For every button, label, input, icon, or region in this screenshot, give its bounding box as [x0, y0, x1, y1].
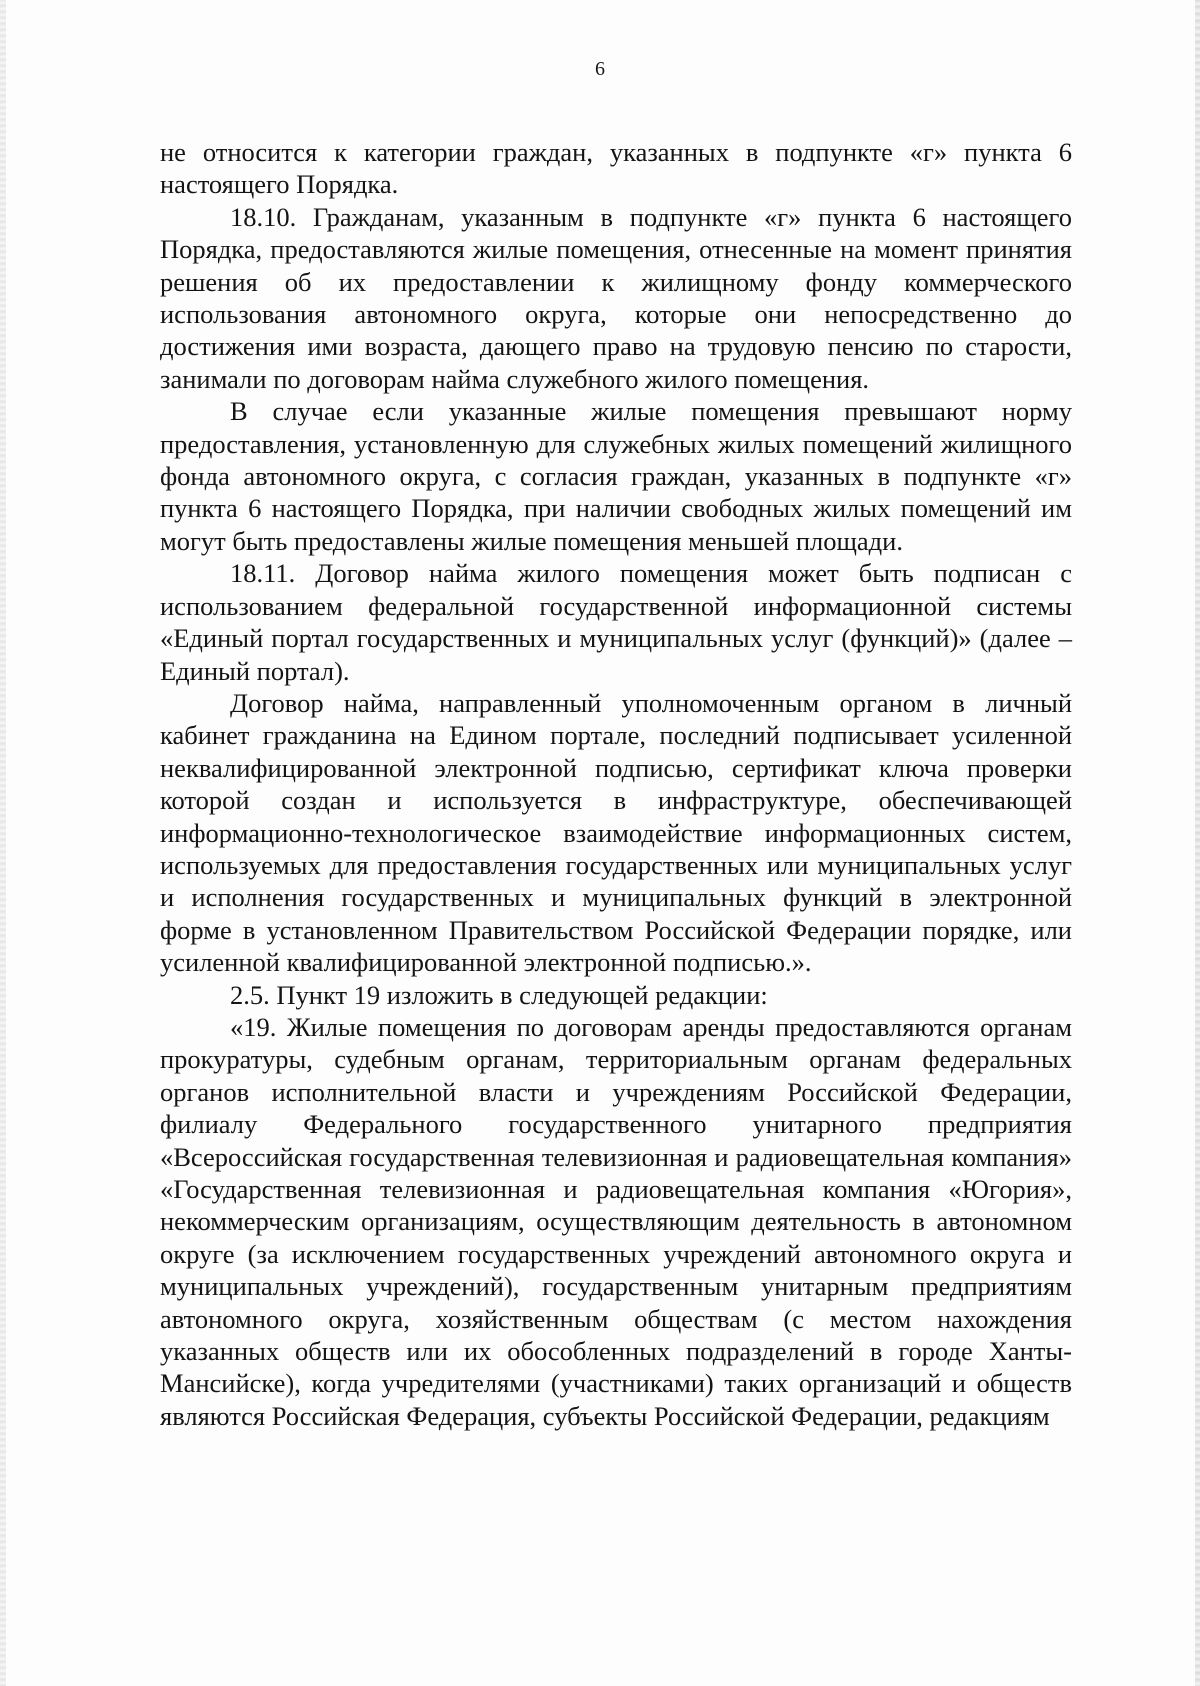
paragraph-continuation: не относится к категории граждан, указанных в подпункте «г» пункта 6 настоящего Порядка. — [160, 137, 1072, 200]
paragraph-norm-exceeded: В случае если указанные жилые помещения превышают норму предоставления, установленную для служебных жилых помещений жилищного фонда автономного округа, с согласия граждан, указанных в подпункте «г» пункта 6 настоящего Порядка, при наличии свободных жилых помещений им могут быть предоставлены жилые помещения меньшей площади. — [160, 396, 1072, 556]
scan-edge-left — [0, 0, 6, 1686]
paragraph-contract-signing: Договор найма, направленный уполномоченным органом в личный кабинет гражданина на Едином портале, последний подписывает усиленной неквалифицированной электронной подписью, сертификат ключа проверки которой создан и используется в инфраструктуре, обеспечивающей информационно-технологическое взаимодействие информационных систем, используемых для предоставления государственных или муниципальных услуг и исполнения государственных и муниципальных функций в электронной форме в установленном Правительством Российской Федерации порядке, или усиленной квалифицированной электронной подписью.». — [160, 687, 1072, 978]
document-body — [160, 136, 1072, 1432]
paragraph-2-5: 2.5. Пункт 19 изложить в следующей редакции: — [230, 979, 768, 1010]
paragraph-19: «19. Жилые помещения по договорам аренды предоставляются органам прокуратуры, судебным органам, территориальным органам федеральных органов исполнительной власти и учреждениям Российской Федерации, филиалу Федерального государственного унитарного предприятия «Всероссийская государственная телевизионная и радиовещательная компания» «Государственная телевизионная и радиовещательная компания «Югория», некоммерческим организациям, осуществляющим деятельность в автономном округе (за исключением государственных учреждений автономного округа и муниципальных учреждений), государственным унитарным предприятиям автономного округа, хозяйственным обществам (с местом нахождения указанных обществ или их обособленных подразделений в городе Ханты-Мансийске), когда учредителями (участниками) таких организаций и обществ являются Российская Федерация, субъекты Российской Федерации, редакциям — [160, 1011, 1072, 1431]
scan-edge-right — [1195, 0, 1200, 1686]
paragraph-18-10: 18.10. Гражданам, указанным в подпункте «г» пункта 6 настоящего Порядка, предоставляются жилые помещения, отнесенные на момент принятия решения об их предоставлении к жилищному фонду коммерческого использования автономного округа, которые они непосредственно до достижения ими возраста, дающего право на трудовую пенсию по старости, занимали по договорам найма служебного жилого помещения. — [160, 201, 1072, 394]
page-number: 6 — [595, 58, 605, 80]
paragraph-18-11: 18.11. Договор найма жилого помещения может быть подписан с использованием федеральной государственной информационной системы «Единый портал государственных и муниципальных услуг (функций)» (далее – Единый портал). — [160, 558, 1072, 686]
